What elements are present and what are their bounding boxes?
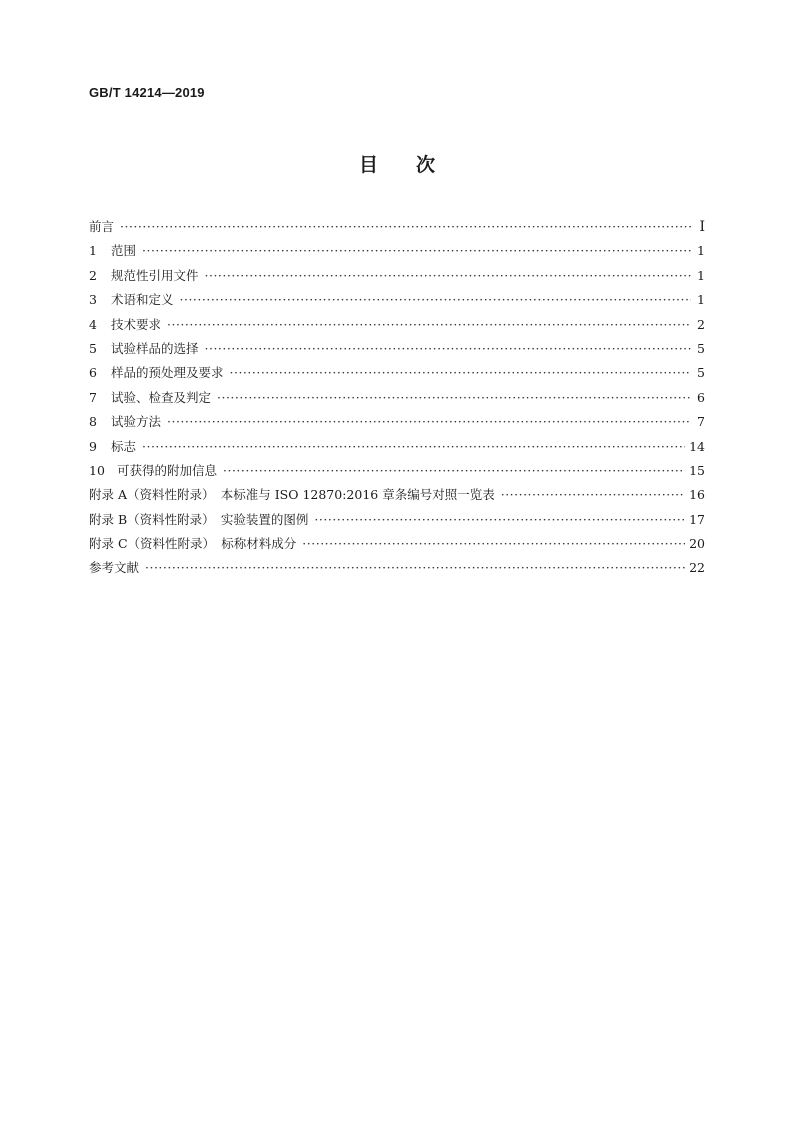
- toc-entry-number: 3: [89, 292, 97, 308]
- dot-leader: [501, 483, 685, 507]
- dot-leader: [223, 459, 685, 483]
- toc-entry-testing-inspection[interactable]: [89, 386, 705, 410]
- dot-leader: [314, 508, 685, 532]
- toc-entry-page: 20: [689, 536, 705, 552]
- toc-entry-requirements[interactable]: [89, 313, 705, 337]
- table-of-contents: [89, 215, 705, 581]
- toc-entry-label: 范围: [111, 243, 137, 259]
- toc-entry-label: 附录 B（资料性附录） 实验装置的图例: [89, 511, 309, 527]
- toc-entry-number: 2: [89, 267, 97, 283]
- toc-entry-page: Ⅰ: [699, 219, 705, 235]
- toc-entry-terms[interactable]: [89, 288, 705, 312]
- toc-entry-page: 2: [697, 316, 705, 332]
- toc-entry-label: 参考文献: [89, 560, 140, 576]
- toc-entry-marking[interactable]: [89, 435, 705, 459]
- toc-entry-annex-c[interactable]: [89, 532, 705, 556]
- toc-entry-label: 规范性引用文件: [111, 267, 199, 283]
- toc-entry-page: 22: [689, 560, 705, 576]
- toc-entry-number: 9: [89, 438, 97, 454]
- dot-leader: [145, 556, 685, 580]
- toc-entry-label: 附录 C（资料性附录） 标称材料成分: [89, 536, 297, 552]
- toc-entry-page: 5: [697, 365, 705, 381]
- toc-entry-page: 1: [697, 267, 705, 283]
- dot-leader: [217, 386, 691, 410]
- toc-entry-normative-references[interactable]: [89, 264, 705, 288]
- toc-entry-label: 附录 A（资料性附录） 本标准与 ISO 12870:2016 章条编号对照一览表: [89, 487, 495, 503]
- toc-entry-label: 试验、检查及判定: [111, 389, 212, 405]
- dot-leader: [205, 337, 691, 361]
- toc-entry-number: 1: [89, 243, 97, 259]
- toc-entry-label: 前言: [89, 219, 115, 234]
- toc-entry-annex-a[interactable]: [89, 483, 705, 507]
- toc-entry-page: 1: [697, 243, 705, 259]
- toc-entry-annex-b[interactable]: [89, 508, 705, 532]
- dot-leader: [230, 361, 691, 385]
- toc-entry-label: 试验样品的选择: [111, 340, 199, 356]
- page-title: 目 次: [358, 154, 435, 176]
- toc-entry-additional-info[interactable]: [89, 459, 705, 483]
- dot-leader: [142, 435, 685, 459]
- dot-leader: [180, 288, 691, 312]
- toc-entry-number: 5: [89, 340, 97, 356]
- toc-entry-foreword[interactable]: [89, 215, 705, 239]
- toc-entry-test-methods[interactable]: [89, 410, 705, 434]
- toc-entry-page: 14: [689, 438, 705, 454]
- toc-entry-bibliography[interactable]: [89, 556, 705, 580]
- toc-entry-label: 术语和定义: [111, 292, 174, 308]
- dot-leader: [167, 410, 691, 434]
- dot-leader: [302, 532, 685, 556]
- dot-leader: [142, 239, 691, 263]
- toc-entry-number: 7: [89, 389, 97, 405]
- dot-leader: [120, 215, 691, 239]
- standard-number: GB/T 14214—2019: [89, 85, 205, 100]
- toc-entry-label: 试验方法: [111, 414, 162, 430]
- toc-entry-page: 15: [689, 462, 705, 478]
- toc-entry-pretreatment[interactable]: [89, 361, 705, 385]
- toc-entry-page: 17: [689, 511, 705, 527]
- toc-entry-page: 5: [697, 340, 705, 356]
- toc-entry-label: 技术要求: [111, 316, 162, 332]
- toc-entry-page: 1: [697, 292, 705, 308]
- dot-leader: [205, 264, 691, 288]
- dot-leader: [167, 313, 691, 337]
- toc-entry-page: 16: [689, 487, 705, 503]
- toc-entry-number: 6: [89, 365, 97, 381]
- toc-entry-page: 7: [697, 414, 705, 430]
- toc-entry-number: 4: [89, 316, 97, 332]
- toc-entry-page: 6: [697, 389, 705, 405]
- toc-entry-label: 样品的预处理及要求: [111, 365, 224, 381]
- toc-entry-number: 10: [89, 462, 105, 478]
- toc-entry-number: 8: [89, 414, 97, 430]
- toc-entry-scope[interactable]: [89, 239, 705, 263]
- toc-entry-label: 标志: [111, 438, 137, 454]
- toc-entry-sample-selection[interactable]: [89, 337, 705, 361]
- toc-entry-label: 可获得的附加信息: [117, 462, 218, 478]
